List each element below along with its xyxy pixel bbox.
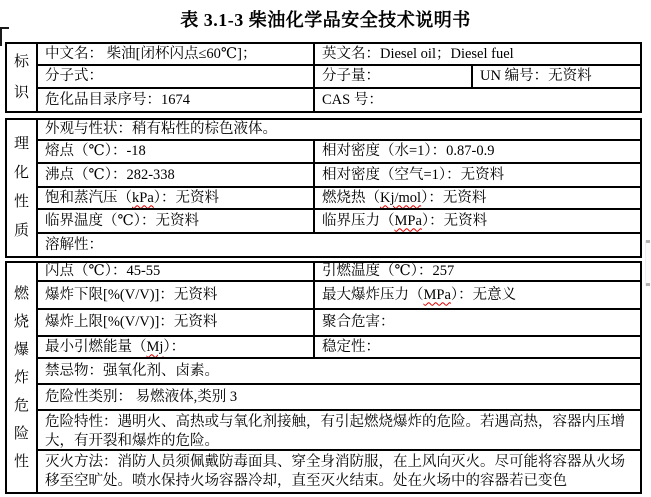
table-row bbox=[38, 164, 640, 188]
cell-text: 最小引燃能量（ bbox=[45, 338, 147, 355]
critical-pressure-cell bbox=[315, 210, 640, 232]
relative-density-air-cell: 相对密度（空气=1）：无资料 bbox=[322, 166, 505, 183]
min-ignition-energy-cell bbox=[38, 337, 315, 357]
cell-text: 燃烧热（ bbox=[322, 189, 380, 206]
spellcheck-marked-text: kPa bbox=[132, 189, 154, 206]
polymerization-hazard-cell: 聚合危害： bbox=[322, 314, 395, 330]
english-name-cell: 英文名：Diesel oil；Diesel fuel bbox=[322, 45, 514, 62]
spellcheck-marked-text: Mj bbox=[146, 338, 164, 355]
table-row bbox=[38, 210, 640, 234]
ignition-temperature-cell: 引燃温度（℃）：257 bbox=[322, 263, 455, 279]
section-label-physicochemical bbox=[7, 120, 38, 256]
cell-text: ）：无资料 bbox=[421, 212, 488, 229]
table-row bbox=[38, 120, 640, 141]
spellcheck-marked-text: Kj/mol bbox=[380, 189, 422, 206]
section-identification bbox=[5, 42, 642, 113]
table-row bbox=[38, 359, 640, 385]
cell-text: 临界压力（ bbox=[322, 212, 395, 229]
cas-number-cell: CAS 号： bbox=[322, 91, 383, 108]
section-label-identification bbox=[7, 44, 38, 111]
combustion-heat-cell bbox=[315, 188, 640, 208]
flash-point-cell: 闪点（℃）：45-55 bbox=[38, 263, 315, 280]
explosion-lower-limit-cell: 爆炸下限[%(V/V)]：无资料 bbox=[38, 282, 315, 308]
table-row bbox=[38, 451, 640, 494]
section-fire-explosion bbox=[5, 261, 642, 494]
catalog-number-cell: 危化品目录序号：1674 bbox=[38, 89, 315, 111]
molecular-weight-cell: 分子量： bbox=[315, 66, 473, 87]
table-row bbox=[38, 66, 640, 89]
page-title: 表 3.1-3 柴油化学品安全技术说明书 bbox=[180, 10, 471, 30]
table-row bbox=[38, 282, 640, 310]
cell-text: 饱和蒸汽压（ bbox=[45, 189, 132, 206]
boiling-point-cell: 沸点（℃）：282-338 bbox=[38, 164, 315, 186]
hazard-characteristics-cell: 危险特性：遇明火、高热或与氧化剂接触，有引起燃烧爆炸的危险。若遇高热，容器内压增大，有开裂和爆炸的危险。 bbox=[45, 414, 625, 449]
cell-text: ）：无意义 bbox=[450, 286, 517, 303]
cell-text: ）：无资料 bbox=[421, 189, 487, 206]
cell-text: ）： bbox=[163, 338, 186, 355]
table-row bbox=[38, 234, 640, 256]
explosion-upper-limit-cell: 爆炸上限[%(V/V)]：无资料 bbox=[38, 310, 315, 335]
vapor-pressure-cell bbox=[38, 188, 315, 208]
section-label-text: 燃烧爆炸危险性 bbox=[13, 285, 29, 470]
molecular-formula-cell: 分子式： bbox=[38, 66, 315, 87]
table-row bbox=[38, 310, 640, 337]
section-label-text: 标识 bbox=[13, 53, 29, 101]
stability-cell: 稳定性： bbox=[322, 338, 380, 355]
cell-text: 最大爆炸压力（ bbox=[322, 286, 424, 303]
chinese-name-cell: 中文名： 柴油[闭杯闪点≤60℃]； bbox=[38, 44, 315, 64]
fire-fighting-method-cell: 灭火方法：消防人员须佩戴防毒面具、穿全身消防服，在上风向灭火。尽可能将容器从火场移至空旷处。喷水保持火场容器冷却，直至灭火结束。处在火场中的容器若已变色 bbox=[45, 454, 625, 489]
table-row bbox=[38, 411, 640, 451]
table-row bbox=[38, 89, 640, 111]
critical-temperature-cell: 临界温度（℃）：无资料 bbox=[38, 210, 315, 232]
table-row bbox=[38, 263, 640, 282]
hazard-class-cell: 危险性类别： 易燃液体,类别 3 bbox=[45, 388, 238, 405]
section-label-fire-explosion bbox=[7, 263, 38, 492]
scrollbar-fragment[interactable] bbox=[645, 240, 651, 286]
section-physicochemical bbox=[5, 118, 642, 258]
spellcheck-marked-text: MPa bbox=[394, 212, 422, 229]
melting-point-cell: 熔点（℃）：-18 bbox=[38, 141, 315, 162]
relative-density-water-cell: 相对密度（水=1）：0.87-0.9 bbox=[322, 143, 495, 159]
table-row bbox=[38, 188, 640, 210]
table-row bbox=[38, 385, 640, 411]
table-row bbox=[38, 337, 640, 359]
max-explosion-pressure-cell bbox=[315, 282, 640, 308]
un-number-cell: UN 编号：无资料 bbox=[480, 68, 592, 84]
table-row bbox=[38, 44, 640, 66]
appearance-cell: 外观与性状：稍有粘性的棕色液体。 bbox=[45, 121, 277, 137]
table-row bbox=[38, 141, 640, 164]
section-label-text: 理化性质 bbox=[13, 136, 29, 239]
solubility-cell: 溶解性： bbox=[45, 236, 103, 253]
safety-datasheet-table bbox=[5, 42, 642, 494]
incompatibles-cell: 禁忌物：强氧化剂、卤素。 bbox=[45, 362, 219, 379]
page-corner-mark bbox=[0, 27, 2, 46]
cell-text: ）：无资料 bbox=[153, 189, 219, 206]
spellcheck-marked-text: MPa bbox=[423, 286, 451, 303]
